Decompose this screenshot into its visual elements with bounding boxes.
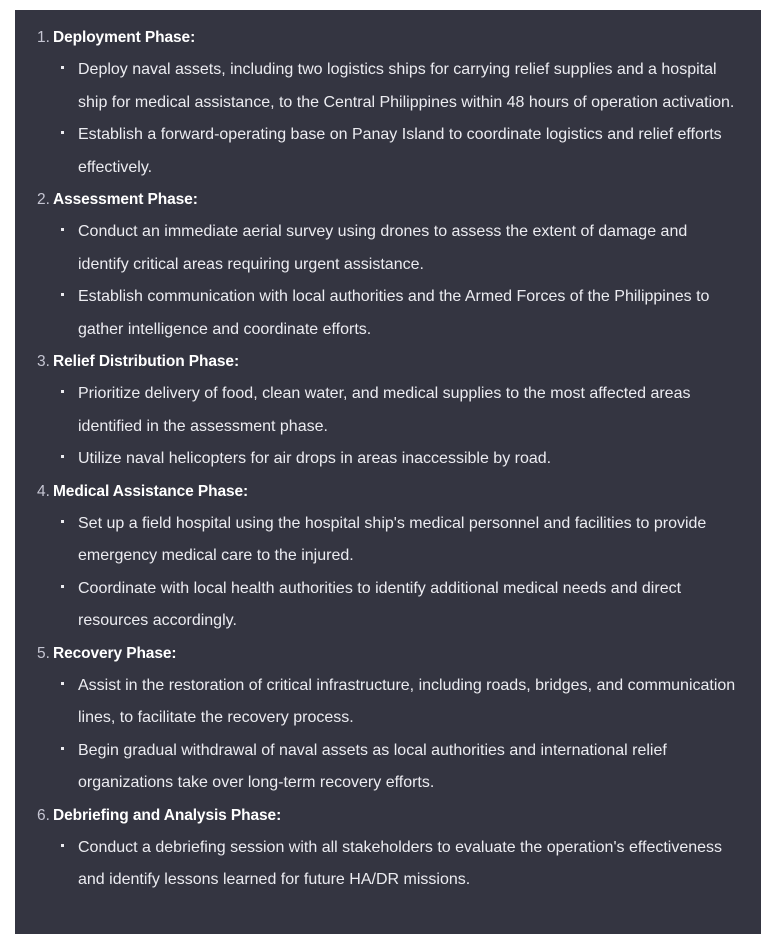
step-item xyxy=(61,670,738,735)
step-list xyxy=(37,54,749,184)
step-text: Set up a field hospital using the hospital ship's medical personnel and facilities to provide emergency medical care to the injured. xyxy=(78,514,707,564)
response-panel xyxy=(15,10,761,934)
step-list xyxy=(37,832,749,897)
step-text: Conduct a debriefing session with all stakeholders to evaluate the operation's effectiveness and identify lessons learned for future HA/DR missions. xyxy=(78,838,723,888)
step-text: Deploy naval assets, including two logistics ships for carrying relief supplies and a hospital ship for medical assistance, to the Central Philippines within 48 hours of operation activation. xyxy=(78,61,735,111)
step-item xyxy=(61,54,738,119)
phase-title: Relief Distribution Phase: xyxy=(53,353,240,370)
bullet-icon xyxy=(61,682,64,685)
step-text: Establish communication with local authorities and the Armed Forces of the Philippines to gather intelligence and coordinate efforts. xyxy=(78,288,710,338)
phase-title: Medical Assistance Phase: xyxy=(53,482,249,500)
phase-header xyxy=(37,476,749,508)
phase-header xyxy=(37,800,749,832)
phase-number: 4. xyxy=(37,482,50,500)
phase-item xyxy=(37,22,749,184)
phase-title: Assessment Phase: xyxy=(53,191,198,208)
step-text: Begin gradual withdrawal of naval assets as local authorities and international relief organizations take over long-term recovery efforts. xyxy=(78,741,667,791)
bullet-icon xyxy=(61,747,64,750)
step-text: Prioritize delivery of food, clean water, and medical supplies to the most affected areas identified in the assessment phase. xyxy=(78,385,691,435)
phase-number: 6. xyxy=(37,806,50,824)
phase-item xyxy=(37,476,749,638)
step-item xyxy=(61,573,738,638)
phase-title: Debriefing and Analysis Phase: xyxy=(53,806,282,824)
bullet-icon xyxy=(61,520,64,523)
step-list xyxy=(37,670,749,800)
phase-number: 2. xyxy=(37,191,50,208)
step-list xyxy=(37,378,749,476)
phase-header xyxy=(37,184,749,216)
phase-item xyxy=(37,800,749,897)
step-item xyxy=(61,216,738,281)
step-text: Coordinate with local health authorities to identify additional medical needs and direct resources accordingly. xyxy=(78,579,682,629)
step-text: Utilize naval helicopters for air drops in areas inaccessible by road. xyxy=(78,450,552,467)
bullet-icon xyxy=(61,390,64,393)
step-item xyxy=(61,378,738,443)
step-item xyxy=(61,735,738,800)
bullet-icon xyxy=(61,131,64,134)
bullet-icon xyxy=(61,844,64,847)
phase-list xyxy=(37,22,749,897)
bullet-icon xyxy=(61,293,64,296)
phase-number: 1. xyxy=(37,29,50,46)
step-item xyxy=(61,832,738,897)
step-item xyxy=(61,443,738,476)
bullet-icon xyxy=(61,585,64,588)
phase-header xyxy=(37,22,749,54)
phase-number: 5. xyxy=(37,644,50,662)
phase-item xyxy=(37,638,749,800)
bullet-icon xyxy=(61,455,64,458)
step-text: Assist in the restoration of critical infrastructure, including roads, bridges, and communication lines, to facilitate the recovery process. xyxy=(78,676,736,726)
step-list xyxy=(37,216,749,346)
step-item xyxy=(61,119,738,184)
bullet-icon xyxy=(61,66,64,69)
step-item xyxy=(61,281,738,346)
phase-title: Recovery Phase: xyxy=(53,644,177,662)
phase-header xyxy=(37,638,749,670)
step-text: Conduct an immediate aerial survey using drones to assess the extent of damage and identify critical areas requiring urgent assistance. xyxy=(78,223,688,273)
bullet-icon xyxy=(61,228,64,231)
phase-number: 3. xyxy=(37,353,50,370)
step-list xyxy=(37,508,749,638)
phase-item xyxy=(37,184,749,346)
phase-header xyxy=(37,346,749,378)
phase-item xyxy=(37,346,749,476)
step-item xyxy=(61,508,738,573)
phase-title: Deployment Phase: xyxy=(53,29,196,46)
step-text: Establish a forward-operating base on Panay Island to coordinate logistics and relief efforts effectively. xyxy=(78,126,722,176)
